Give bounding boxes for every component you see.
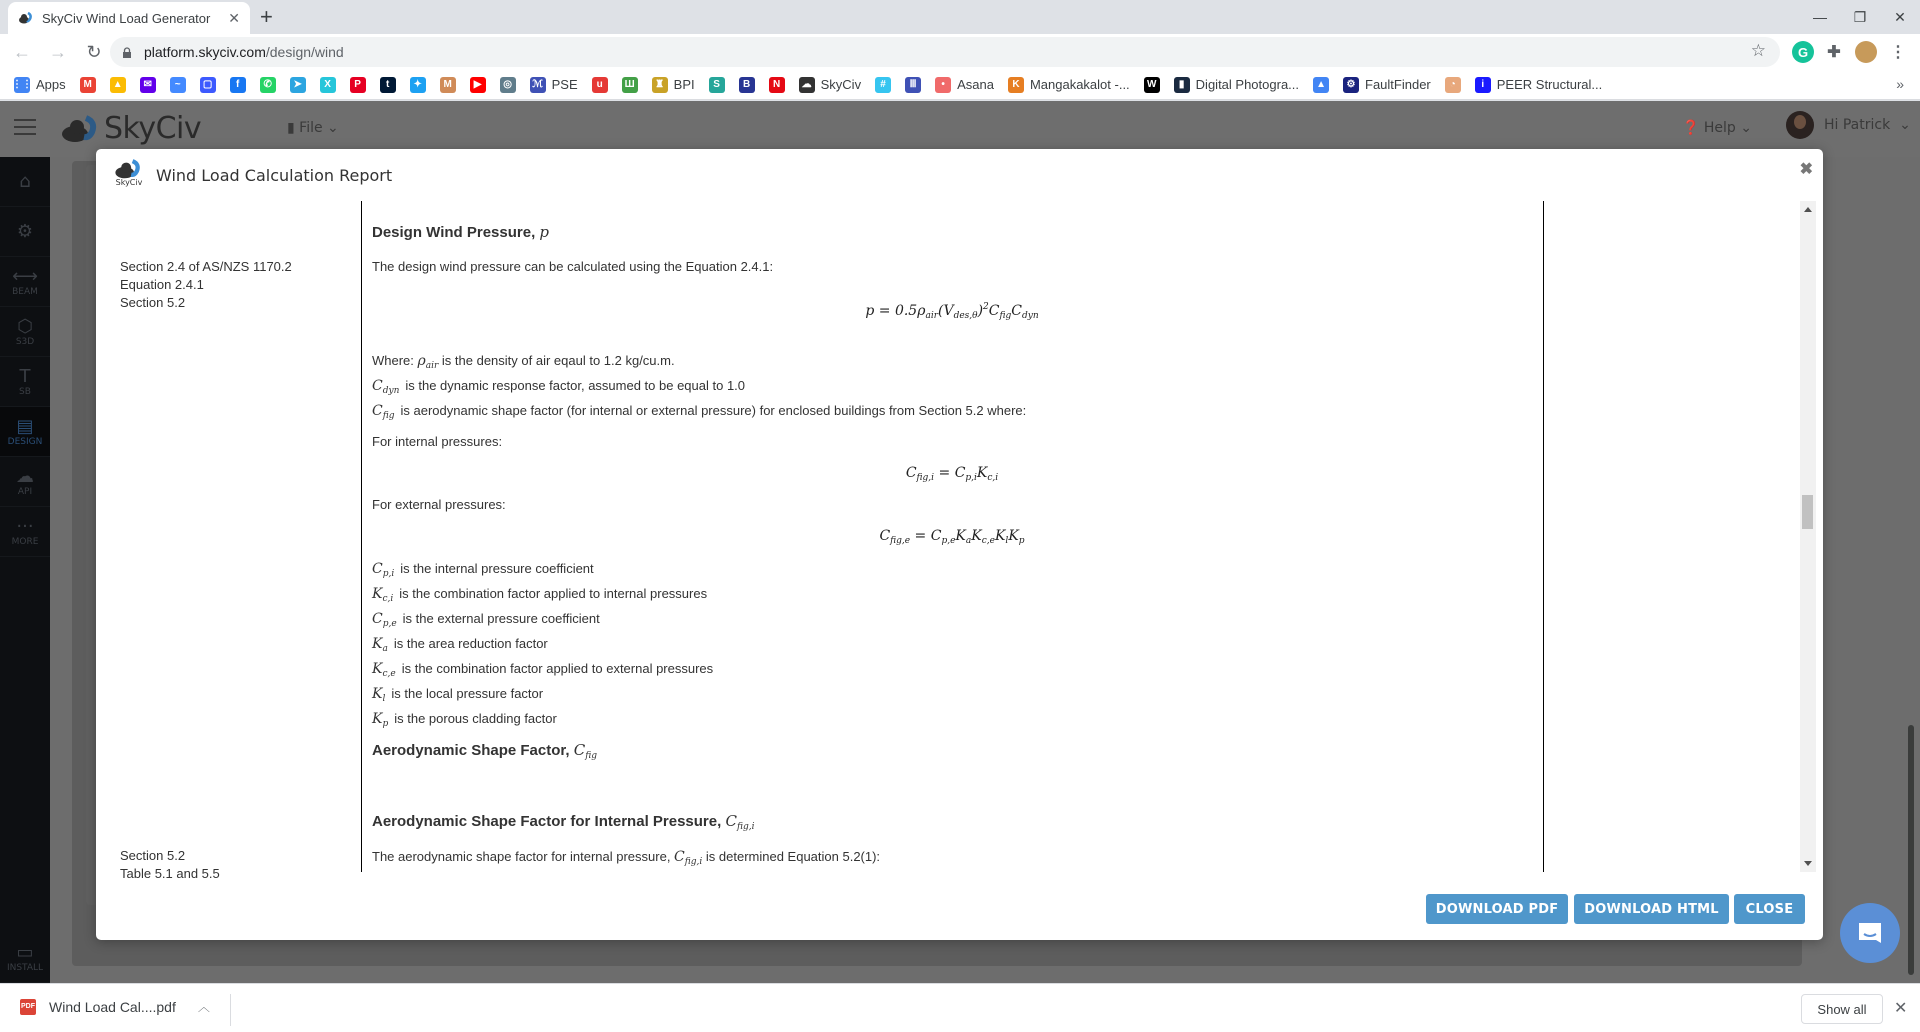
bookmark-item[interactable] bbox=[875, 77, 891, 93]
bookmark-item[interactable] bbox=[320, 77, 336, 93]
heading-symbol: p bbox=[539, 223, 550, 241]
definition-text: is the external pressure coefficient bbox=[402, 611, 600, 626]
blue-app-icon: Ⅲ bbox=[905, 77, 921, 93]
faultfinder-icon: ⚙ bbox=[1343, 77, 1359, 93]
bookmark-item[interactable] bbox=[350, 77, 366, 93]
bookmark-label: SkyCiv bbox=[820, 77, 862, 92]
download-html-button[interactable]: DOWNLOAD HTML bbox=[1574, 894, 1729, 924]
report-modal bbox=[96, 149, 1823, 940]
bookmark-item[interactable] bbox=[1313, 77, 1329, 93]
where-label: Where: bbox=[372, 353, 418, 368]
download-file-name: Wind Load Cal....pdf bbox=[49, 998, 176, 1015]
modal-logo-text: SkyCiv bbox=[115, 178, 143, 187]
math-symbol: $K_a$ bbox=[372, 636, 388, 654]
bookmark-label: Apps bbox=[36, 77, 66, 92]
download-item[interactable] bbox=[20, 998, 210, 1015]
bookmark-item[interactable] bbox=[709, 77, 725, 93]
bpi-icon: ♜ bbox=[652, 77, 668, 93]
bookmark-item[interactable] bbox=[200, 77, 216, 93]
sidebar-item-label: INSTALL bbox=[6, 962, 44, 973]
app-scrollbar[interactable] bbox=[1908, 725, 1914, 975]
forward-arrow-icon[interactable]: → bbox=[49, 41, 67, 62]
profile-avatar[interactable] bbox=[1855, 41, 1877, 63]
section-heading: Aerodynamic Shape Factor, $C_{fig}$ bbox=[372, 741, 597, 761]
definition-text: is the porous cladding factor bbox=[394, 711, 557, 726]
u-app-icon: u bbox=[592, 77, 608, 93]
definition-row bbox=[372, 584, 1532, 609]
pinterest-icon: P bbox=[350, 77, 366, 93]
pse-icon: ℳ bbox=[530, 77, 546, 93]
bookmark-label: PSE bbox=[551, 77, 578, 92]
download-shelf-close-icon[interactable]: ✕ bbox=[1894, 1000, 1908, 1017]
bookmark-item[interactable] bbox=[110, 77, 126, 93]
cloud-api-icon: ☁ bbox=[16, 465, 34, 487]
definition-text: is the combination factor applied to internal pressures bbox=[399, 586, 708, 601]
user-avatar bbox=[1786, 111, 1814, 139]
twitter-icon: ✦ bbox=[410, 77, 426, 93]
cube-icon: ⬡ bbox=[17, 315, 33, 337]
skyciv-favicon-icon bbox=[18, 10, 34, 26]
bookmark-item[interactable] bbox=[470, 77, 486, 93]
scroll-up-arrow-icon[interactable] bbox=[1804, 207, 1812, 212]
definition-text: is the density of air eqaul to 1.2 kg/cu.m. bbox=[438, 353, 675, 368]
bookmark-item[interactable] bbox=[592, 77, 608, 93]
heading-text: Design Wind Pressure, bbox=[372, 224, 540, 241]
file-menu[interactable]: ▮ File ⌄ bbox=[287, 120, 339, 136]
beam-icon: ⟷ bbox=[12, 265, 38, 287]
equation-design-pressure: $p = 0.5\rho_{air}(V_{des,\theta})^2C_{fig}C_{dyn}$ bbox=[865, 302, 1039, 321]
section-builder-icon: T bbox=[19, 365, 31, 387]
paragraph-text: The aerodynamic shape factor for internal pressure, bbox=[372, 849, 675, 864]
bookmark-item[interactable] bbox=[410, 77, 426, 93]
reload-icon[interactable]: ↻ bbox=[86, 41, 102, 62]
address-bar[interactable] bbox=[110, 37, 1780, 67]
column-divider bbox=[361, 201, 362, 872]
definition-row bbox=[372, 684, 1532, 709]
bookmark-item[interactable] bbox=[530, 77, 578, 93]
medium-icon: M bbox=[440, 77, 456, 93]
window-controls bbox=[1800, 0, 1920, 34]
math-symbol: $K_{c,i}$ bbox=[372, 586, 394, 604]
bookmark-item[interactable] bbox=[1475, 77, 1602, 93]
home-icon: ⌂ bbox=[19, 170, 31, 192]
extensions-puzzle-icon[interactable]: ✚ bbox=[1827, 44, 1841, 61]
bookmarks-bar bbox=[0, 70, 1920, 100]
browser-tabstrip bbox=[0, 0, 1920, 34]
sidebar-item-beam[interactable] bbox=[0, 257, 50, 307]
reference-text: Section 5.2 bbox=[120, 848, 186, 863]
reference-text: Section 5.2 bbox=[120, 295, 186, 310]
bookmark-label: PEER Structural... bbox=[1496, 77, 1603, 92]
references-block bbox=[120, 847, 220, 883]
bookmark-item[interactable] bbox=[500, 77, 516, 93]
restore-icon[interactable]: ❐ bbox=[1853, 9, 1867, 25]
browser-tab-active[interactable] bbox=[8, 2, 250, 34]
bookmark-label: FaultFinder bbox=[1365, 77, 1431, 92]
chat-icon bbox=[1856, 919, 1884, 947]
definition-text: is the dynamic response factor, assumed to be equal to 1.0 bbox=[405, 378, 746, 393]
definition-row bbox=[372, 634, 1532, 659]
telegram-icon: ➤ bbox=[290, 77, 306, 93]
digital-photography-icon: ▮ bbox=[1174, 77, 1190, 93]
where-block: Where: $\rho_{air}$ is the density of air eqaul to 1.2 kg/cu.m. $C_{dyn}$ is the dynamic response factor, assumed to be equal to 1.0 $C_{fig}$ is aerodynamic shape factor (for internal or external pressure) for enclosed buildings from Section 5.2 where: bbox=[372, 353, 1027, 421]
section-heading: Aerodynamic Shape Factor for Internal Pressure, $C_{fig,i}$ bbox=[372, 812, 755, 832]
bookmark-item[interactable] bbox=[260, 77, 276, 93]
math-symbol: $C_{p,i}$ bbox=[372, 561, 395, 579]
pdf-file-icon: PDF bbox=[20, 999, 36, 1015]
bookmark-item[interactable] bbox=[739, 77, 755, 93]
paragraph-text: is determined Equation 5.2(1): bbox=[702, 849, 881, 864]
bookmark-item[interactable] bbox=[380, 77, 396, 93]
minimize-icon[interactable]: — bbox=[1813, 9, 1827, 25]
definition-text: is the local pressure factor bbox=[391, 686, 544, 701]
reference-text: Table 5.1 and 5.5 bbox=[120, 866, 220, 881]
lock-icon bbox=[122, 47, 132, 58]
references-block bbox=[120, 258, 292, 312]
bookmark-item[interactable] bbox=[652, 77, 695, 93]
definition-text: is the area reduction factor bbox=[393, 636, 548, 651]
report-scrollbar[interactable] bbox=[1800, 201, 1816, 872]
chevron-up-icon[interactable]: ︿ bbox=[197, 1000, 210, 1014]
math-symbol: $K_p$ bbox=[372, 711, 389, 729]
skyciv-cloud-icon bbox=[114, 158, 144, 180]
definition-row bbox=[372, 559, 1532, 584]
skyciv-cloud-icon bbox=[60, 114, 102, 144]
swirl-icon: S bbox=[709, 77, 725, 93]
bookmark-item[interactable] bbox=[230, 77, 246, 93]
new-tab-button[interactable]: + bbox=[260, 4, 273, 29]
bookmark-item[interactable] bbox=[1174, 77, 1299, 93]
sidebar-item-install[interactable] bbox=[0, 933, 50, 983]
paragraph: For external pressures: bbox=[372, 497, 506, 512]
section-heading bbox=[372, 223, 1532, 241]
bookmark-item[interactable] bbox=[440, 77, 456, 93]
apps-grid-icon: ⋮⋮ bbox=[14, 77, 30, 93]
heading-text: Aerodynamic Shape Factor for Internal Pressure, bbox=[372, 813, 726, 830]
sidebar-item-design[interactable] bbox=[0, 407, 50, 457]
skyciv-icon: ☁ bbox=[799, 77, 815, 93]
definition-text: is aerodynamic shape factor (for internal or external pressure) for enclosed buildings from Section 5.2 where: bbox=[400, 403, 1027, 418]
report-content-frame[interactable] bbox=[106, 201, 1816, 881]
user-greeting: Hi Patrick bbox=[1824, 117, 1891, 133]
bookmark-item[interactable] bbox=[140, 77, 156, 93]
sidebar-item-gear[interactable] bbox=[0, 207, 50, 257]
monitor-icon: ▭ bbox=[16, 941, 34, 963]
definition-row bbox=[372, 709, 1532, 734]
facebook-icon: f bbox=[230, 77, 246, 93]
definition-text: is the internal pressure coefficient bbox=[400, 561, 594, 576]
bookmark-item[interactable] bbox=[935, 77, 994, 93]
bookmark-item[interactable] bbox=[769, 77, 785, 93]
graduation-cap-icon: ▲ bbox=[1313, 77, 1329, 93]
sidebar-item-label: DESIGN bbox=[7, 436, 43, 447]
youtube-icon: ▶ bbox=[470, 77, 486, 93]
sidebar-item-api[interactable] bbox=[0, 457, 50, 507]
paragraph: The aerodynamic shape factor for internal pressure, $C_{fig,i}$ is determined Equation 5.2(1): bbox=[372, 849, 881, 867]
mangakakalot-icon: K bbox=[1008, 77, 1024, 93]
scroll-down-arrow-icon[interactable] bbox=[1804, 861, 1812, 866]
browser-menu-kebab-icon[interactable]: ⋮ bbox=[1890, 44, 1906, 61]
sidebar-item-label: S3D bbox=[15, 336, 35, 347]
divider bbox=[230, 994, 231, 1026]
sidebar-item-label: SB bbox=[19, 386, 31, 397]
design-document-icon: ▤ bbox=[16, 415, 34, 437]
app-brand-name: SkyCiv bbox=[104, 111, 202, 146]
download-pdf-button[interactable]: DOWNLOAD PDF bbox=[1426, 894, 1568, 924]
circle-app-icon: ◎ bbox=[500, 77, 516, 93]
bookmark-label: Asana bbox=[957, 77, 994, 92]
google-drive-icon: ▲ bbox=[110, 77, 126, 93]
chat-icon: ▢ bbox=[200, 77, 216, 93]
url-host: platform.skyciv.com bbox=[144, 44, 266, 60]
math-symbol: $C_{p,e}$ bbox=[372, 611, 397, 629]
skyciv-logo[interactable] bbox=[60, 111, 201, 146]
tumblr-icon: t bbox=[380, 77, 396, 93]
help-menu[interactable]: ❓ Help ⌄ bbox=[1682, 120, 1752, 136]
download-shelf bbox=[0, 983, 1920, 1032]
equation-external: $C_{fig,e} = C_{p,e}K_aK_{c,e}K_lK_p$ bbox=[879, 528, 1025, 546]
bookmark-item[interactable] bbox=[1445, 77, 1461, 93]
slack-icon: # bbox=[875, 77, 891, 93]
show-all-button[interactable]: Show all bbox=[1801, 994, 1883, 1024]
modal-header bbox=[96, 149, 1823, 201]
window-close-icon[interactable]: ✕ bbox=[1894, 9, 1906, 25]
bookmark-label: Mangakakalot -... bbox=[1029, 77, 1130, 92]
bookmark-item[interactable] bbox=[290, 77, 306, 93]
tab-title: SkyCiv Wind Load Generator bbox=[42, 10, 211, 26]
url-path: /design/wind bbox=[265, 44, 344, 60]
bookmark-item[interactable] bbox=[80, 77, 96, 93]
definition-row bbox=[372, 659, 1532, 684]
sidebar-item-s3d[interactable] bbox=[0, 307, 50, 357]
clock-app-icon: ◔ bbox=[1445, 77, 1461, 93]
green-app-icon: Ш bbox=[622, 77, 638, 93]
column-divider bbox=[1543, 201, 1544, 872]
more-dots-icon: ··· bbox=[16, 515, 34, 537]
heading-text: Aerodynamic Shape Factor, bbox=[372, 742, 574, 759]
bdo-icon: B bbox=[739, 77, 755, 93]
bookmark-label: BPI bbox=[673, 77, 695, 92]
math-symbol: $K_l$ bbox=[372, 686, 386, 704]
gmail-icon: M bbox=[80, 77, 96, 93]
bookmark-item[interactable] bbox=[799, 77, 861, 93]
scrollbar-thumb[interactable] bbox=[1802, 495, 1813, 529]
app-sidebar bbox=[0, 157, 50, 983]
bookmark-item[interactable] bbox=[1008, 77, 1130, 93]
equation-internal: $C_{fig,i} = C_{p,i}K_{c,i}$ bbox=[905, 465, 999, 483]
whatsapp-icon: ✆ bbox=[260, 77, 276, 93]
sidebar-item-label: BEAM bbox=[12, 286, 38, 297]
modal-close-icon[interactable]: ✖ bbox=[1799, 161, 1813, 178]
netflix-icon: N bbox=[769, 77, 785, 93]
file-menu-label: File bbox=[299, 120, 323, 136]
mail-icon: ✉ bbox=[140, 77, 156, 93]
chat-support-button[interactable] bbox=[1840, 903, 1900, 963]
bookmark-item[interactable] bbox=[905, 77, 921, 93]
messenger-icon: ~ bbox=[170, 77, 186, 93]
tab-close-icon[interactable]: ✕ bbox=[228, 9, 240, 26]
reference-text: Section 2.4 of AS/NZS 1170.2 bbox=[120, 259, 292, 274]
bookmarks-overflow-icon[interactable]: » bbox=[1896, 76, 1904, 92]
definition-text: is the combination factor applied to external pressures bbox=[401, 661, 714, 676]
math-symbol: $K_{c,e}$ bbox=[372, 661, 396, 679]
back-arrow-icon[interactable]: ← bbox=[13, 41, 31, 62]
sidebar-item-sb[interactable] bbox=[0, 357, 50, 407]
sidebar-item-label: MORE bbox=[11, 536, 39, 547]
modal-skyciv-logo bbox=[112, 158, 146, 192]
hamburger-menu-icon[interactable] bbox=[14, 119, 36, 135]
modal-title: Wind Load Calculation Report bbox=[156, 165, 393, 185]
bookmark-star-icon[interactable]: ☆ bbox=[1750, 41, 1766, 60]
bookmark-item[interactable] bbox=[622, 77, 638, 93]
wix-icon: W bbox=[1144, 77, 1160, 93]
grammarly-extension-icon[interactable]: G bbox=[1792, 41, 1814, 63]
help-menu-label: Help bbox=[1703, 120, 1736, 136]
paragraph: The design wind pressure can be calculated using the Equation 2.4.1: bbox=[372, 259, 774, 274]
close-button[interactable]: CLOSE bbox=[1734, 894, 1805, 924]
gear-icon: ⚙ bbox=[16, 220, 34, 242]
bookmark-item[interactable] bbox=[170, 77, 186, 93]
user-menu[interactable]: Hi Patrick ⌄ bbox=[1786, 111, 1911, 139]
x-app-icon: X bbox=[320, 77, 336, 93]
asana-icon: • bbox=[935, 77, 951, 93]
sidebar-item-more[interactable] bbox=[0, 507, 50, 557]
definitions-list bbox=[372, 559, 1532, 734]
reference-text: Equation 2.4.1 bbox=[120, 277, 204, 292]
bookmark-label: Digital Photogra... bbox=[1195, 77, 1300, 92]
browser-toolbar bbox=[0, 34, 1920, 70]
bookmark-item[interactable] bbox=[14, 77, 66, 93]
sidebar-item-label: API bbox=[17, 486, 33, 497]
peer-icon: i bbox=[1475, 77, 1491, 93]
definition-row bbox=[372, 609, 1532, 634]
bookmark-item[interactable] bbox=[1144, 77, 1160, 93]
sidebar-item-home[interactable] bbox=[0, 157, 50, 207]
paragraph: For internal pressures: bbox=[372, 434, 503, 449]
bookmark-item[interactable] bbox=[1343, 77, 1431, 93]
